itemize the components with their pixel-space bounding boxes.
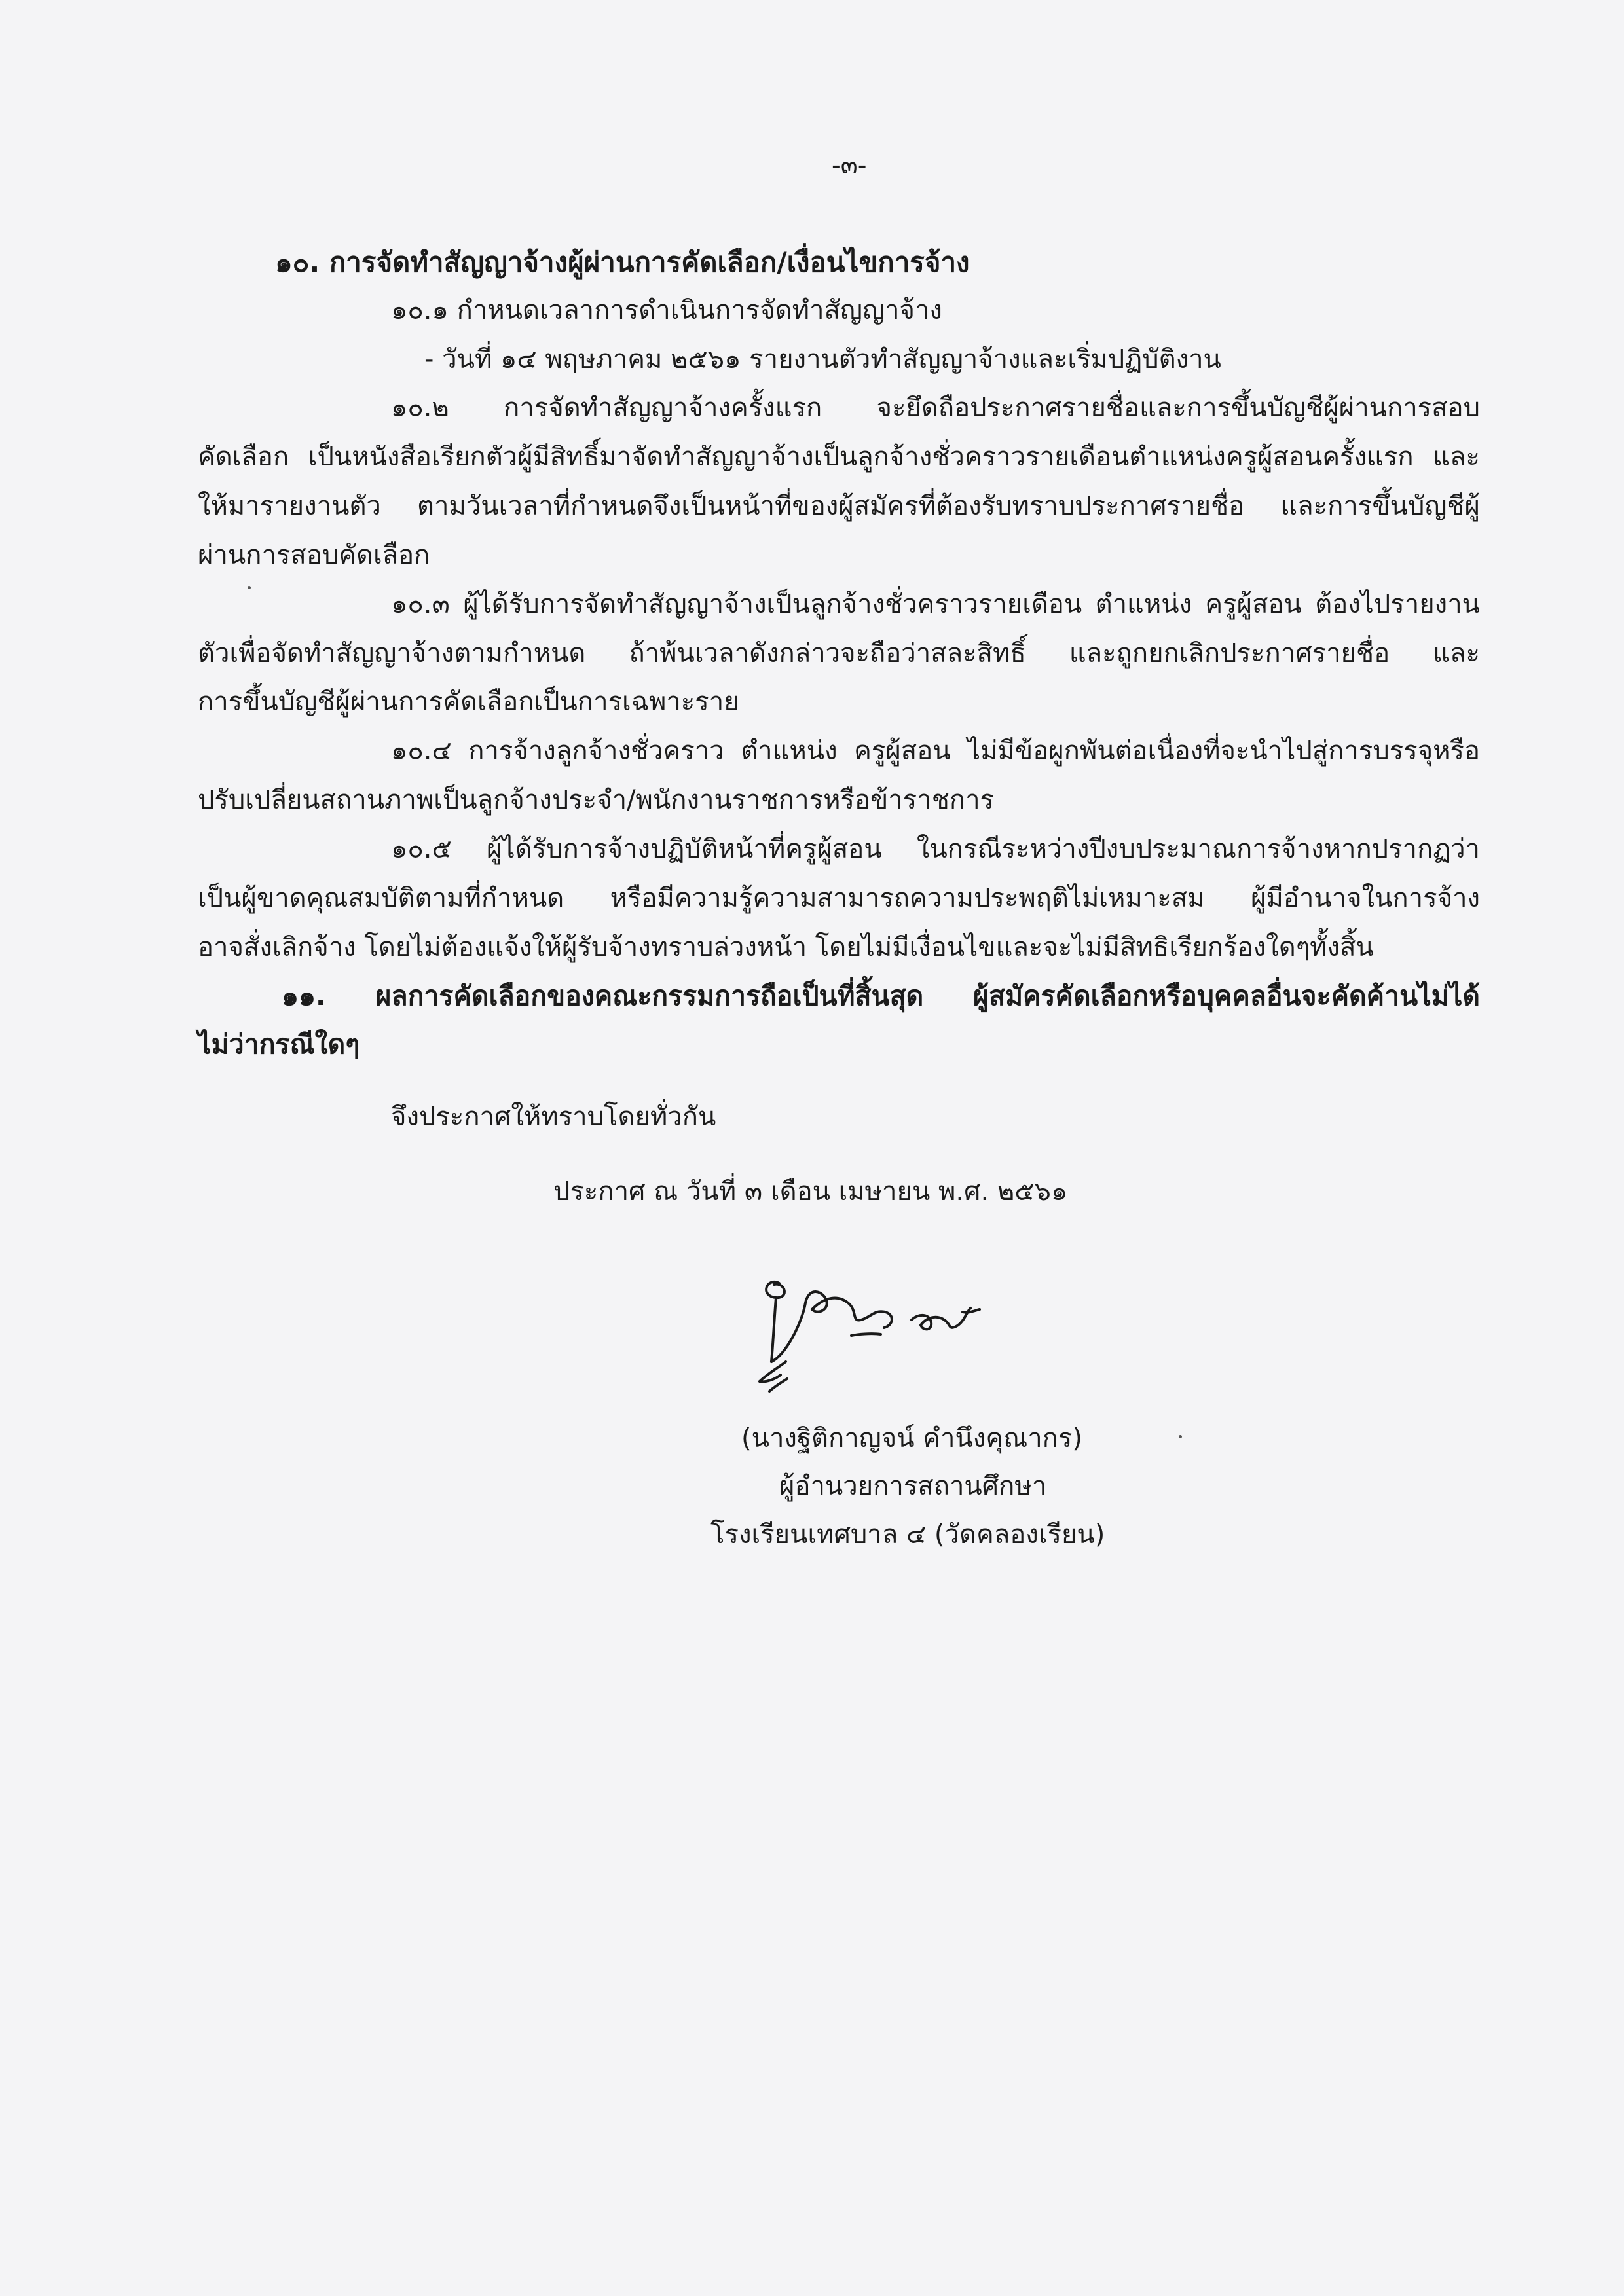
- section-10-5-line1: ๑๐.๕ ผู้ได้รับการจ้างปฏิบัติหน้าที่ครูผู้สอน ในกรณีระหว่างปีงบประมาณการจ้างหากปรากฏว่า: [391, 834, 1480, 864]
- section-10-1-bullet: - วันที่ ๑๔ พฤษภาคม ๒๕๖๑ รายงานตัวทำสัญญาจ้างและเริ่มปฏิบัติงาน: [424, 344, 1221, 374]
- section-10-4-line2: ปรับเปลี่ยนสถานภาพเป็นลูกจ้างประจำ/พนักงานราชการหรือข้าราชการ: [198, 785, 995, 815]
- announcement-date: ประกาศ ณ วันที่ ๓ เดือน เมษายน พ.ศ. ๒๕๖๑: [553, 1176, 1068, 1207]
- section-10-2-line4: ผ่านการสอบคัดเลือก: [198, 540, 430, 570]
- signature-image: [740, 1257, 1028, 1408]
- signatory-name: (นางฐิติกาญจน์ คำนึงคุณากร): [741, 1423, 1082, 1453]
- section-10-5-line3: อาจสั่งเลิกจ้าง โดยไม่ต้องแจ้งให้ผู้รับจ้างทราบล่วงหน้า โดยไม่มีเงื่อนไขและจะไม่มีสิทธิเรียกร้องใดๆทั้งสิ้น: [198, 932, 1374, 962]
- section-10-2-line2: คัดเลือก เป็นหนังสือเรียกตัวผู้มีสิทธิ์มาจัดทำสัญญาจ้างเป็นลูกจ้างชั่วคราวรายเดือนตำแหน่งครูผู้สอนครั้งแรก และ: [198, 442, 1480, 472]
- section-10-3-line2: ตัวเพื่อจัดทำสัญญาจ้างตามกำหนด ถ้าพ้นเวลาดังกล่าวจะถือว่าสละสิทธิ์ และถูกยกเลิกประกาศรายชื่อ และ: [198, 638, 1480, 668]
- page-number: -๓-: [832, 151, 867, 179]
- scan-speck: [248, 586, 251, 589]
- section-11-line1: ๑๑. ผลการคัดเลือกของคณะกรรมการถือเป็นที่สิ้นสุด ผู้สมัครคัดเลือกหรือบุคคลอื่นจะคัดค้านไม่ได้: [282, 980, 1480, 1011]
- section-10-4-line1: ๑๐.๔ การจ้างลูกจ้างชั่วคราว ตำแหน่ง ครูผู้สอน ไม่มีข้อผูกพันต่อเนื่องที่จะนำไปสู่การบรรจุหรือ: [391, 736, 1480, 766]
- announcement-text: จึงประกาศให้ทราบโดยทั่วกัน: [391, 1102, 716, 1132]
- section-10-3-line1: ๑๐.๓ ผู้ได้รับการจัดทำสัญญาจ้างเป็นลูกจ้างชั่วคราวรายเดือน ตำแหน่ง ครูผู้สอน ต้องไปรายงาน: [391, 589, 1480, 619]
- scan-speck: [1179, 1435, 1182, 1438]
- section-10-2-line1: ๑๐.๒ การจัดทำสัญญาจ้างครั้งแรก จะยึดถือประกาศรายชื่อและการขึ้นบัญชีผู้ผ่านการสอบ: [391, 393, 1480, 423]
- section-11-line2: ไม่ว่ากรณีใดๆ: [198, 1029, 360, 1060]
- signatory-position: ผู้อำนวยการสถานศึกษา: [779, 1471, 1047, 1501]
- section-10-2-line3: ให้มารายงานตัว ตามวันเวลาที่กำหนดจึงเป็นหน้าที่ของผู้สมัครที่ต้องรับทราบประกาศรายชื่อ และการขึ้นบัญชีผู้: [198, 491, 1480, 521]
- signatory-organization: โรงเรียนเทศบาล ๔ (วัดคลองเรียน): [710, 1520, 1105, 1550]
- section-10-5-line2: เป็นผู้ขาดคุณสมบัติตามที่กำหนด หรือมีความรู้ความสามารถความประพฤติไม่เหมาะสม ผู้มีอำนาจในการจ้าง: [198, 883, 1480, 913]
- section-10-heading: ๑๐. การจัดทำสัญญาจ้างผู้ผ่านการคัดเลือก/เงื่อนไขการจ้าง: [275, 246, 970, 278]
- section-10-1-title: ๑๐.๑ กำหนดเวลาการดำเนินการจัดทำสัญญาจ้าง: [391, 295, 942, 325]
- section-10-3-line3: การขึ้นบัญชีผู้ผ่านการคัดเลือกเป็นการเฉพาะราย: [198, 687, 739, 717]
